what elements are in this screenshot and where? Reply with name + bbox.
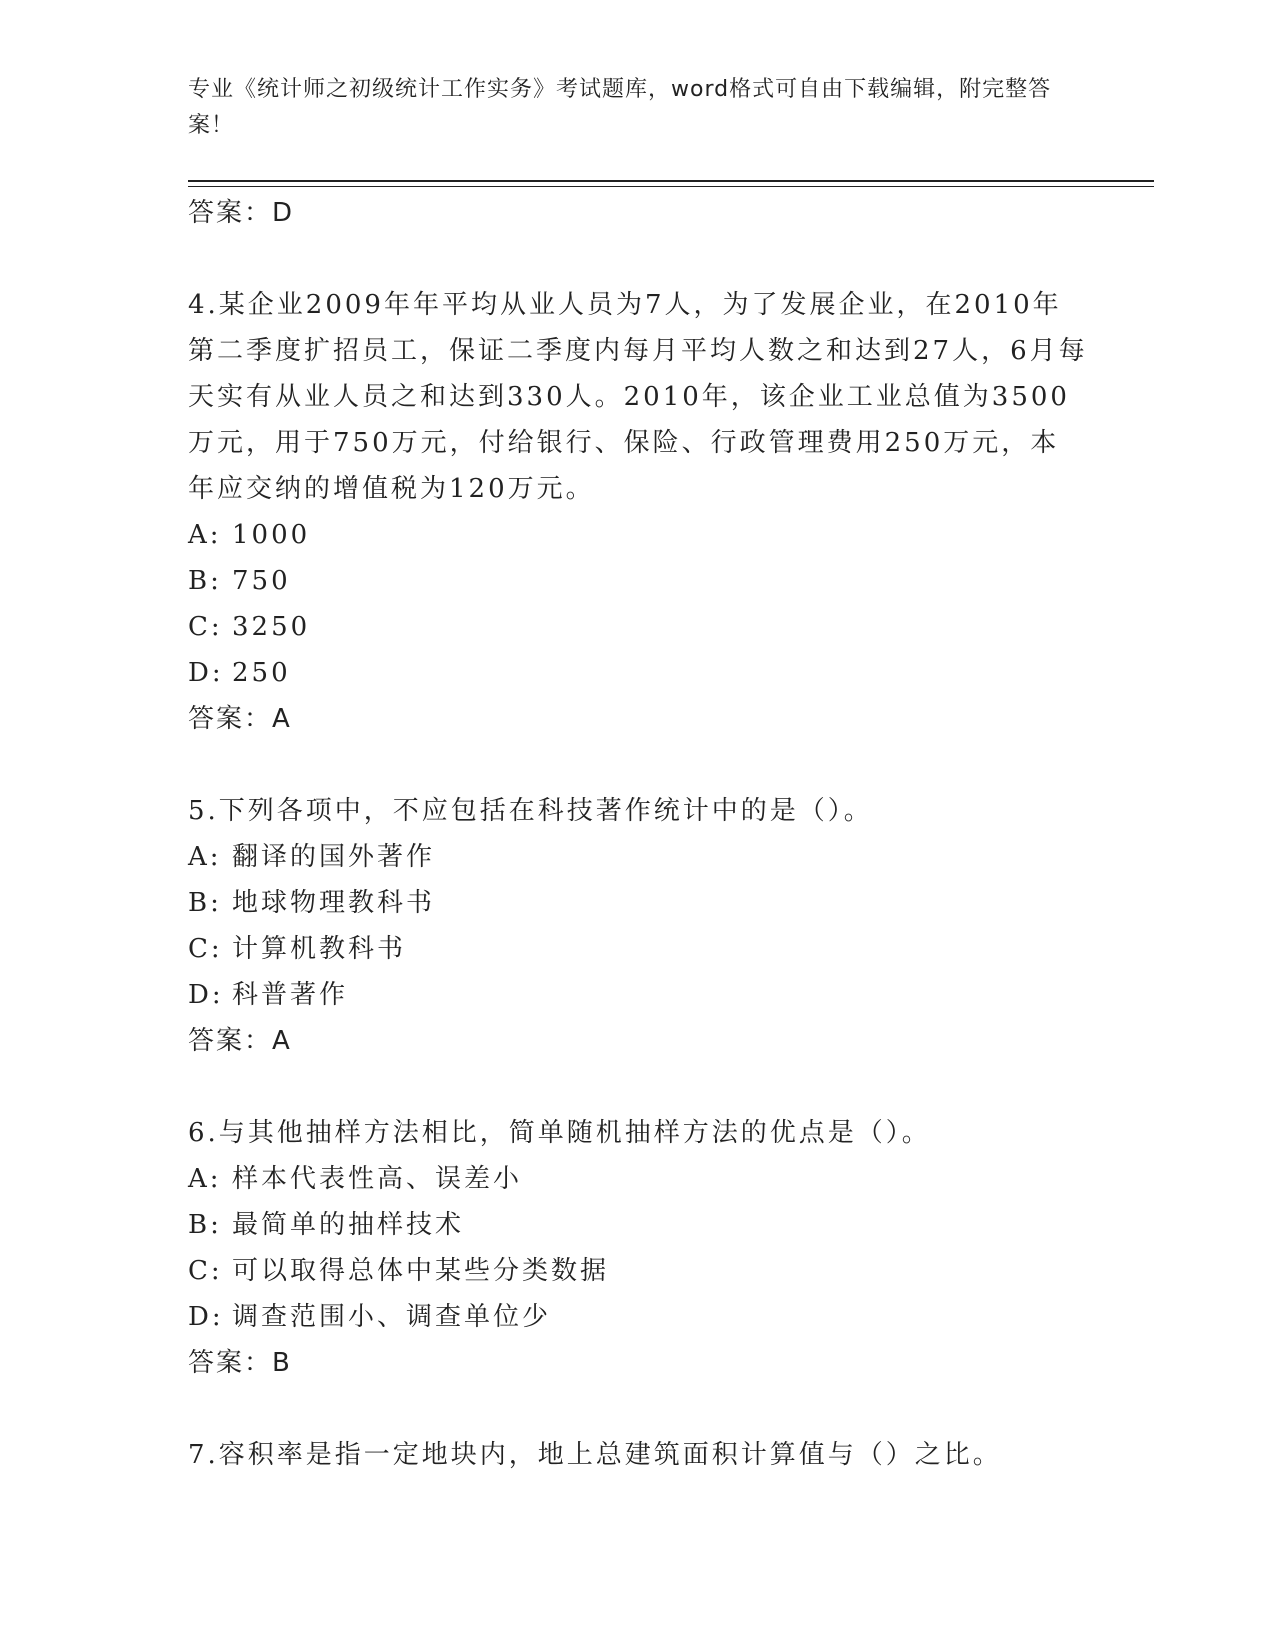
- option-a: [188, 834, 1088, 880]
- option-c: [188, 1248, 1088, 1294]
- answer-line: 答案：D: [188, 198, 295, 228]
- option-text: 250: [232, 658, 291, 688]
- question-block: [188, 1432, 1088, 1478]
- option-label: D:: [188, 980, 224, 1010]
- header-divider-thin: [188, 186, 1154, 187]
- answer-line: 答案：B: [188, 1348, 292, 1378]
- question-text: 5.下列各项中，不应包括在科技著作统计中的是（）。: [188, 796, 873, 826]
- option-b: [188, 1202, 1088, 1248]
- option-text: 可以取得总体中某些分类数据: [232, 1256, 610, 1286]
- question-block: [188, 1110, 1088, 1386]
- option-d: [188, 650, 1088, 696]
- option-a: [188, 512, 1088, 558]
- option-text: 3250: [232, 612, 311, 642]
- option-label: C:: [188, 612, 223, 642]
- option-text: 750: [232, 566, 291, 596]
- option-text: 1000: [232, 520, 311, 550]
- question-text: 6.与其他抽样方法相比，简单随机抽样方法的优点是（）。: [188, 1118, 931, 1148]
- option-text: 样本代表性高、误差小: [232, 1164, 523, 1194]
- answer-line: 答案：A: [188, 1026, 292, 1056]
- question-block: [188, 282, 1088, 742]
- option-label: B:: [188, 1210, 222, 1240]
- option-label: C:: [188, 934, 223, 964]
- option-c: [188, 926, 1088, 972]
- option-label: C:: [188, 1256, 223, 1286]
- option-text: 科普著作: [232, 980, 349, 1010]
- question-text: 4.某企业2009年年平均从业人员为7人，为了发展企业，在2010年第二季度扩招员工，保证二季度内每月平均人数之和达到27人，6月每天实有从业人员之和达到330人。2010年，该企业工业总值为3500万元，用于750万元，付给银行、保险、行政管理费用250万元，本年应交纳的增值税为120万元。: [188, 290, 1088, 504]
- option-d: [188, 1294, 1088, 1340]
- option-d: [188, 972, 1088, 1018]
- option-text: 地球物理教科书: [232, 888, 436, 918]
- option-label: D:: [188, 1302, 224, 1332]
- option-c: [188, 604, 1088, 650]
- question-text: 7.容积率是指一定地块内，地上总建筑面积计算值与（）之比。: [188, 1440, 1002, 1470]
- option-label: D:: [188, 658, 224, 688]
- option-label: A:: [188, 1164, 222, 1194]
- option-b: [188, 558, 1088, 604]
- option-a: [188, 1156, 1088, 1202]
- question-block: [188, 788, 1088, 1064]
- option-text: 最简单的抽样技术: [232, 1210, 465, 1240]
- page-header: 专业《统计师之初级统计工作实务》考试题库，word格式可自由下载编辑，附完整答案！: [188, 77, 1052, 138]
- header-divider: [188, 180, 1154, 182]
- answer-line: 答案：A: [188, 704, 292, 734]
- option-label: A:: [188, 842, 222, 872]
- option-text: 翻译的国外著作: [232, 842, 436, 872]
- option-label: B:: [188, 566, 222, 596]
- option-text: 调查范围小、调查单位少: [232, 1302, 552, 1332]
- question-list: [188, 190, 1088, 1478]
- option-text: 计算机教科书: [232, 934, 407, 964]
- option-label: B:: [188, 888, 222, 918]
- option-label: A:: [188, 520, 222, 550]
- option-b: [188, 880, 1088, 926]
